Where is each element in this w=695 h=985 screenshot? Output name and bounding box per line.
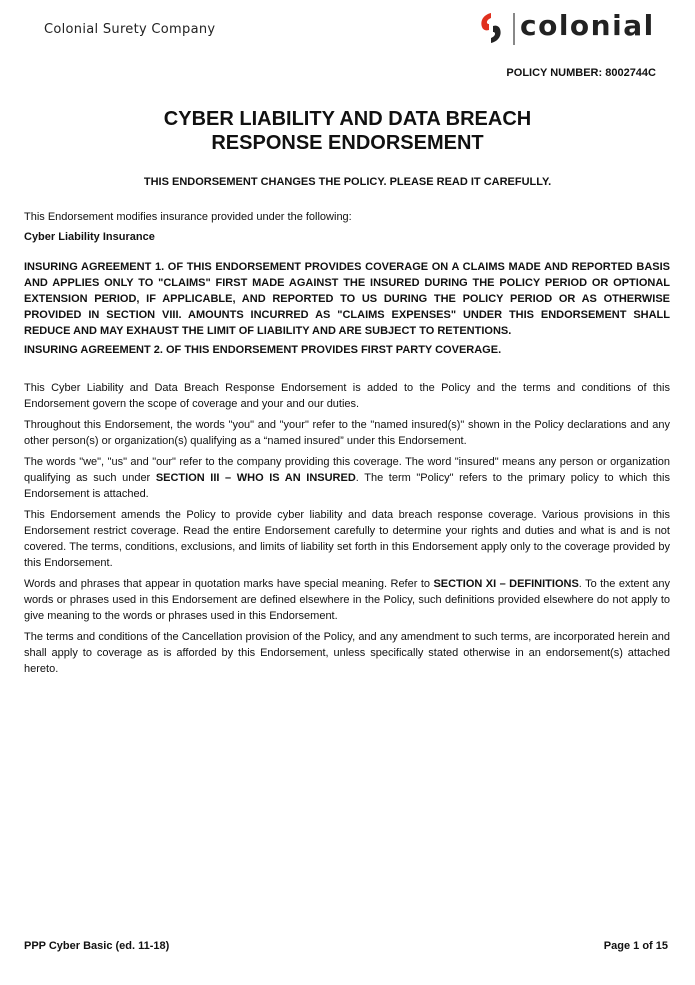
- company-logo: [478, 11, 658, 47]
- paragraph-4: This Endorsement amends the Policy to provide cyber liability and data breach response coverage. Various provisions in this Endorsement restrict coverage. Read the entire Endorsement carefully to determine your rights and duties and what is and is not covered. The terms, conditions, exclusions, and limits of liability set forth in this Endorsement apply only to the coverage provided by this Endorsement.: [24, 509, 670, 569]
- paragraph-3: [24, 454, 670, 502]
- paragraph-2: Throughout this Endorsement, the words "you" and "your" refer to the "named insured(s)" shown in the Policy declarations and any other person(s) or organization(s) qualifying as a “named insured” under this Endorsement.: [24, 419, 670, 447]
- section-iii-reference: SECTION III – WHO IS AN INSURED: [155, 472, 356, 484]
- coverage-form: Cyber Liability Insurance: [24, 231, 155, 243]
- paragraph-1: This Cyber Liability and Data Breach Response Endorsement is added to the Policy and the terms and conditions of this Endorsement govern the scope of coverage and your and our duties.: [24, 382, 670, 410]
- colonial-logo-icon: [478, 11, 504, 45]
- document-body: [24, 209, 670, 682]
- title-line-2: RESPONSE ENDORSEMENT: [211, 132, 484, 154]
- insuring-agreement-1: INSURING AGREEMENT 1. OF THIS ENDORSEMENT PROVIDES COVERAGE ON A CLAIMS MADE AND REPORTED BASIS AND APPLIES ONLY TO "CLAIMS" FIRST MADE AGAINST THE INSURED DURING THE POLICY PERIOD OR OPTIONAL EXTENSION PERIOD, IF APPLICABLE, AND REPORTED TO US DURING THE POLICY PERIOD OR AS OTHERWISE PROVIDED IN SECTION VIII. AMOUNTS INCURRED AS "CLAIMS EXPENSES" UNDER THIS ENDORSEMENT SHALL REDUCE AND MAY EXHAUST THE LIMIT OF LIABILITY AND ARE SUBJECT TO RETENTIONS.: [24, 261, 670, 337]
- paragraph-5-text-c: . To the extent any words or phrases used in this Endorsement are defined elsewhere in the Policy, such definitions provided elsewhere do not apply to give meaning to the words or phrases used in this Endorsement.: [24, 578, 670, 622]
- paragraph-6: The terms and conditions of the Cancellation provision of the Policy, and any amendment to such terms, are incorporated herein and shall apply to coverage as is afforded by this Endorsement, unless specifically stated otherwise in an endorsement(s) attached hereto.: [24, 631, 670, 675]
- paragraph-3-text-a: The words "we", "us" and "our" refer to the company providing this coverage. The word "insured" means any person or organization qualifying as such under: [24, 456, 670, 484]
- title-line-1: CYBER LIABILITY AND DATA BREACH: [163, 108, 532, 130]
- policy-number: POLICY NUMBER: 8002744C: [506, 67, 656, 79]
- paragraph-5-text-a: Words and phrases that appear in quotation marks have special meaning. Refer to: [24, 578, 434, 590]
- paragraph-3-text-c: . The term "Policy" refers to the primary policy to which this Endorsement is attached.: [24, 472, 670, 500]
- intro-text: This Endorsement modifies insurance provided under the following:: [24, 211, 352, 223]
- company-name: Colonial Surety Company: [44, 22, 216, 37]
- paragraph-5: [24, 576, 670, 624]
- logo-wordmark: colonial: [520, 9, 655, 42]
- logo-divider: [513, 13, 515, 45]
- insuring-agreement-2: INSURING AGREEMENT 2. OF THIS ENDORSEMENT PROVIDES FIRST PARTY COVERAGE.: [24, 344, 502, 356]
- footer-form-id: PPP Cyber Basic (ed. 11-18): [24, 940, 170, 952]
- section-xi-reference: SECTION XI – DEFINITIONS: [433, 578, 579, 590]
- endorsement-notice: THIS ENDORSEMENT CHANGES THE POLICY. PLEASE READ IT CAREFULLY.: [143, 176, 552, 188]
- footer-page-number: Page 1 of 15: [603, 940, 668, 952]
- document-title: [0, 107, 695, 155]
